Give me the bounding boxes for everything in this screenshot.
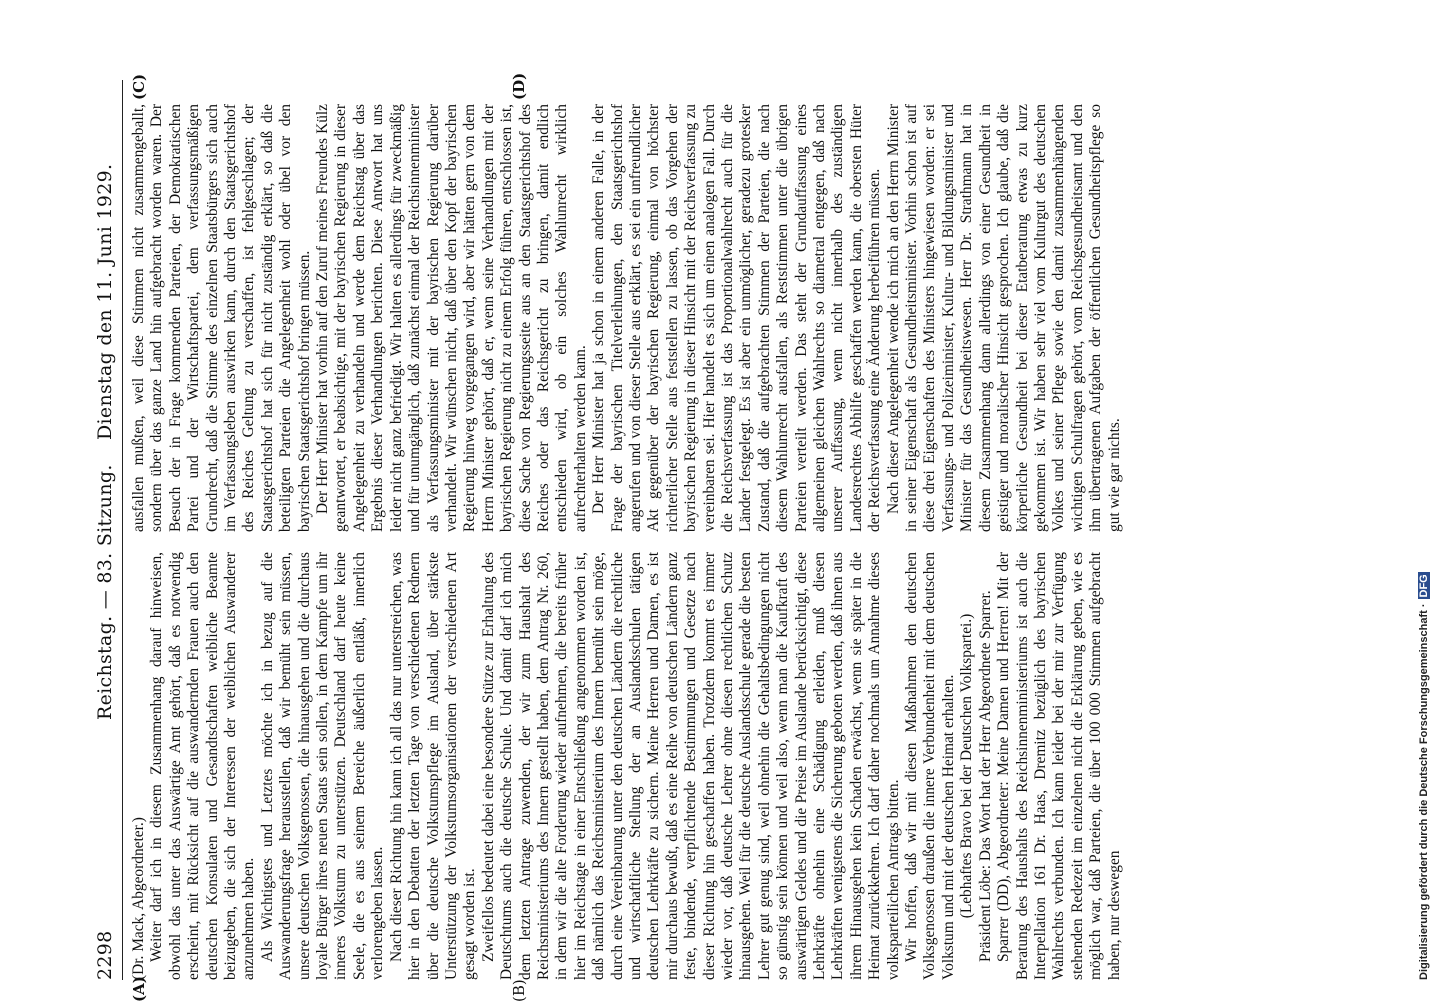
margin-marker-c: (C) (130, 73, 148, 100)
rotated-page (90, 72, 1390, 1002)
digitization-credit (1418, 0, 1432, 980)
running-header (90, 80, 124, 980)
paragraph: Als Wichtigstes und Letztes möchte ich in bezug auf die Auswanderungsfrage herausstellen, daß wir bemüht sein müssen, unsere deutschen Volksgenossen, die hinausgehen und die durchaus loyale Bürger ihres neuen Staats sein sollen, in dem Kampfe um ihr inneres Volkstum zu unterstützen. Deutschland darf heute keine Seele, die es aus seinem Bereiche äußerlich entläßt, innerlich verlorengeben lassen. (258, 552, 387, 980)
paragraph: Der Herr Minister hat ja schon in einem anderen Falle, in der Frage der bayrischen Titelverleihungen, den Staatsgerichtshof angerufen und von dieser Stelle aus erklärt, es sei ein unfreundlicher Akt gegenüber der bayrischen Regierung, einmal von höchster richterlicher Stelle aus feststellen zu lassen, ob das Vorgehen der bayrischen Regierung in dieser Hinsicht mit der Reichsverfassung zu vereinbaren sei. Hier handelt es sich um einen analogen Fall. Durch die Reichsverfassung ist das Proportionalwahlrecht auch für die Länder festgelegt. Es ist aber ein unmöglicher, geradezu grotesker Zustand, daß die aufgebrachten Stimmen der Parteien, die nach diesem Wahlunrecht ausfallen, als Reststimmen unter die übrigen Parteien verteilt werden. Das steht der Grundauffassung eines allgemeinen gleichen Wahlrechts so diametral entgegen, daß nach unserer Auffassung, wenn nicht innerhalb des zuständigen Landesrechtes Abhilfe geschaffen werden kann, die obersten Hüter der Reichsverfassung eine Änderung herbeiführen müssen. (590, 104, 884, 532)
right-column (130, 104, 1330, 532)
session-date: Dienstag den 11. Juni 1929. (94, 163, 116, 440)
margin-marker-d: (D) (510, 72, 528, 100)
paragraph: Wir hoffen, daß wir mit diesen Maßnahmen den deutschen Volksgenossen draußen die innere Verbundenheit mit dem deutschen Volkstum und mit der deutschen Heimat erhalten. (903, 552, 957, 980)
speaker-paragraph: Sparrer (DD), Abgeordneter: Meine Damen und Herren! Mit der Beratung des Haushalts des Reichsinnenministeriums ist auch die Interpellation 161 Dr. Haas, Dremitz bezüglich des bayrischen Wahlrechts verbunden. Ich kann leider bei der mir zur Verfügung stehenden Redezeit im einzelnen nicht die Erklärung geben, wie es möglich war, daß Parteien, die über 100 000 Stimmen aufgebracht haben, nur deswegen (995, 552, 1123, 980)
left-column (130, 552, 1330, 980)
margin-marker-a: (A) (130, 976, 148, 1002)
paragraph: Der Herr Minister hat vorhin auf den Zuruf meines Freundes Külz geantwortet, er beabsichtige, mit der bayrischen Regierung in dieser Angelegenheit zu verhandeln und werde dem Reichstag über das Ergebnis dieser Verhandlungen berichten. Diese Antwort hat uns leider nicht ganz befriedigt. Wir halten es allerdings für zweckmäßig und für unumgänglich, daß zunächst einmal der Reichsinnenminister als Verfassungsminister mit der bayrischen Regierung darüber verhandelt. Wir wünschen nicht, daß über den Kopf der bayrischen Regierung hinweg vorgegangen wird, aber wir hätten gern von dem Herrn Minister gehört, daß er, wenn seine Verhandlungen mit der bayrischen Regierung nicht zu einem Erfolg führen, entschlossen ist, diese Sache von Regierungsseite aus an den Staatsgerichtshof des Reiches oder das Reichsgericht zu bringen, damit endlich entschieden wird, ob ein solches Wahlunrecht wirklich aufrechterhalten werden kann. (314, 104, 589, 532)
paragraph: Nach dieser Richtung hin kann ich all das nur unterstreichen, was hier in den Debatten der letzten Tage von verschiedenen Rednern über die deutsche Volkstumspflege im Ausland, über stärkste Unterstützung der Volkstumsorganisationen der verschiedenen Art gesagt worden ist. (387, 552, 479, 980)
president-remark: Präsident Löbe: Das Wort hat der Herr Abgeordnete Sparrer. (976, 590, 994, 962)
header-rule (122, 80, 123, 980)
session-title: Reichstag. — 83. Sitzung. (94, 464, 116, 720)
paragraph: Weiter darf ich in diesem Zusammenhang darauf hinweisen, obwohl das unter das Auswärtige Amt gehört, daß es notwendig erscheint, mit Rücksicht auf die auswandernden Frauen auch den deutschen Konsulaten und Gesandtschaften weibliche Beamte beizugeben, die sich der Interessen der weiblichen Auswanderer anzunehmen haben. (148, 552, 258, 980)
paragraph: Zweifellos bedeutet dabei eine besondere Stütze zur Erhaltung des Deutschtums auch die deutsche Schule. Und damit darf ich mich dem letzten Antrage zuwenden, der wir zum Haushalt des Reichsministeriums des Innern gestellt haben, dem Antrag Nr. 260, in dem wir die alte Forderung wieder aufnehmen, die bereits früher hier im Reichstage in einer Entschließung angenommen worden ist, daß nämlich das Reichsministerium des Innern bemüht sein möge, durch eine Vereinbarung unter den deutschen Ländern die rechtliche und wirtschaftliche Stellung der an Auslandsschulen tätigen deutschen Lehrkräfte zu sichern. Meine Herren und Damen, es ist mir durchaus bewußt, daß es eine Reihe von deutschen Ländern ganz feste, bindende, verpflichtende Bestimmungen und Gesetze nach dieser Richtung hin geschaffen haben. Trotzdem kommt es immer wieder vor, daß deutsche Lehrer ohne diesen rechtlichen Schutz hinausgehen. Weil für die deutsche Auslandsschule gerade die besten Lehrer gut genug sind, weil ohnehin die Gehaltsbedingungen nicht so günstig sein können und weil also, wenn man die Kaufkraft des auswärtigen Geldes und die Preise im Auslande berücksichtigt, diese Lehrkräfte ohnehin eine Schädigung erleiden, muß diesen Lehrkräften wenigstens die Sicherung geboten werden, daß ihnen aus ihrem Hinausgehen kein Schaden erwächst, wenn sie später in die Heimat zurückkehren. Ich darf daher nochmals um Annahme dieses volksparteilichen Antrags bitten. (479, 552, 902, 980)
speaker-continuation: (Dr. Mack, Abgeordneter.) (130, 817, 147, 980)
margin-marker-b: (B) (510, 979, 528, 1002)
credit-text: Digitalisierung gefördert durch die Deutsche Forschungsgemeinschaft · (1418, 603, 1430, 980)
applause-note: (Lebhaftes Bravo bei der Deutschen Volkspartei.) (958, 613, 976, 919)
page-number: 2298 (94, 930, 116, 980)
paragraph: Nach dieser Angelegenheit wende ich mich an den Herrn Minister in seiner Eigenschaft als Gesundheitsminister. Vorhin schon ist auf diese drei Eigenschaften des Ministers hingewiesen worden: er sei Verfassungs- und Polizeiminister, Kultur- und Bildungsminister und Minister für das Gesundheitswesen. Herr Dr. Strathmann hat in diesem Zusammenhang dann allerdings von einer Gesundheit in geistiger und moralischer Hinsicht gesprochen. Ich glaube, daß die körperliche Gesundheit bei dieser Etatberatung etwas zu kurz gekommen ist. Wir haben sehr viel vom Kulturgut des deutschen Volkes und seiner Pflege sowie den damit zusammenhängenden wichtigen Schulfragen gehört, vom Reichsgesundheitsamt und den ihm übertragenen Aufgaben der öffentlichen Gesundheitspflege so gut wie gar nichts. (884, 104, 1123, 532)
paragraph: ausfallen mußten, weil diese Stimmen nicht zusammengeballt, sondern über das ganze Land hin aufgebracht worden waren. Der Besuch der in Frage kommenden Parteien, der Demokratischen Partei und der Wirtschaftspartei, dem verfassungsmäßigen Grundrecht, daß die Stimme des einzelnen Staatsbürgers sich auch im Verfassungsleben auswirken kann, durch den Staatsgerichtshof des Reiches Geltung zu verschaffen, ist fehlgeschlagen; der Staatsgerichtshof hat sich für nicht zuständig erklärt, so daß die beteiligten Parteien die Angelegenheit wohl oder übel vor den bayrischen Staatsgerichtshof bringen müssen. (130, 104, 313, 532)
dfg-logo-tag: DFG (1418, 574, 1430, 598)
